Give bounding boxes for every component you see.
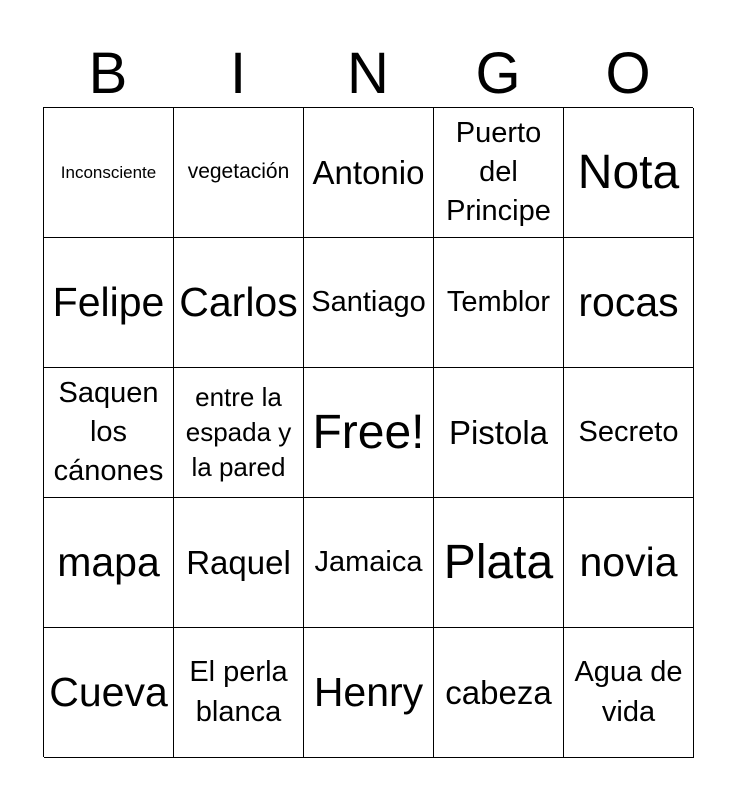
bingo-cell[interactable] — [174, 238, 304, 368]
bingo-cell[interactable] — [44, 108, 174, 238]
bingo-cell[interactable] — [564, 108, 694, 238]
bingo-cell[interactable] — [434, 238, 564, 368]
cell-text: Saquen los cánones — [53, 376, 164, 488]
bingo-cell[interactable] — [304, 498, 434, 628]
cell-text: Temblor — [446, 285, 551, 318]
bingo-cell[interactable] — [304, 628, 434, 758]
cell-text: Jamaica — [314, 545, 423, 578]
cell-text: novia — [579, 538, 678, 585]
bingo-cell[interactable] — [174, 108, 304, 238]
bingo-cell[interactable] — [564, 368, 694, 498]
bingo-cell[interactable] — [44, 628, 174, 758]
cell-text: Inconsciente — [60, 162, 157, 182]
cell-text: Antonio — [312, 153, 425, 191]
cell-text: cabeza — [445, 673, 552, 711]
header-letter-b: B — [88, 41, 128, 106]
bingo-header — [43, 40, 693, 108]
cell-text: Raquel — [186, 543, 291, 581]
bingo-cell[interactable] — [304, 108, 434, 238]
cell-text: mapa — [57, 538, 160, 585]
cell-text: Puerto del Principe — [446, 116, 551, 228]
bingo-cell[interactable] — [174, 498, 304, 628]
cell-text: Plata — [443, 535, 554, 589]
cell-text: entre la espada y la pared — [185, 381, 292, 483]
bingo-cell[interactable] — [304, 238, 434, 368]
cell-text: El perla blanca — [189, 656, 288, 728]
bingo-cell[interactable] — [564, 238, 694, 368]
cell-text: Free! — [312, 405, 425, 459]
cell-text: Carlos — [179, 278, 298, 325]
cell-text: Cueva — [49, 668, 168, 715]
header-letter-n: N — [347, 41, 389, 106]
cell-text: Henry — [313, 668, 424, 715]
bingo-cell[interactable] — [434, 368, 564, 498]
bingo-board — [43, 107, 693, 757]
cell-text: vegetación — [187, 160, 290, 184]
header-letter-o: O — [605, 41, 651, 106]
bingo-cell[interactable] — [564, 628, 694, 758]
cell-text: Pistola — [448, 413, 549, 451]
free-space[interactable] — [304, 368, 434, 498]
bingo-cell[interactable] — [174, 628, 304, 758]
cell-text: Secreto — [578, 415, 679, 448]
header-letter-i: I — [229, 41, 247, 106]
bingo-cell[interactable] — [44, 238, 174, 368]
cell-text: Santiago — [311, 285, 426, 318]
bingo-cell[interactable] — [44, 368, 174, 498]
bingo-cell[interactable] — [434, 108, 564, 238]
header-letter-g: G — [475, 41, 521, 106]
bingo-cell[interactable] — [564, 498, 694, 628]
cell-text: Agua de vida — [574, 656, 683, 728]
cell-text: Felipe — [52, 278, 165, 325]
bingo-cell[interactable] — [434, 498, 564, 628]
cell-text: Nota — [577, 145, 680, 199]
bingo-cell[interactable] — [44, 498, 174, 628]
cell-text: rocas — [578, 278, 679, 325]
bingo-cell[interactable] — [174, 368, 304, 498]
bingo-cell[interactable] — [434, 628, 564, 758]
